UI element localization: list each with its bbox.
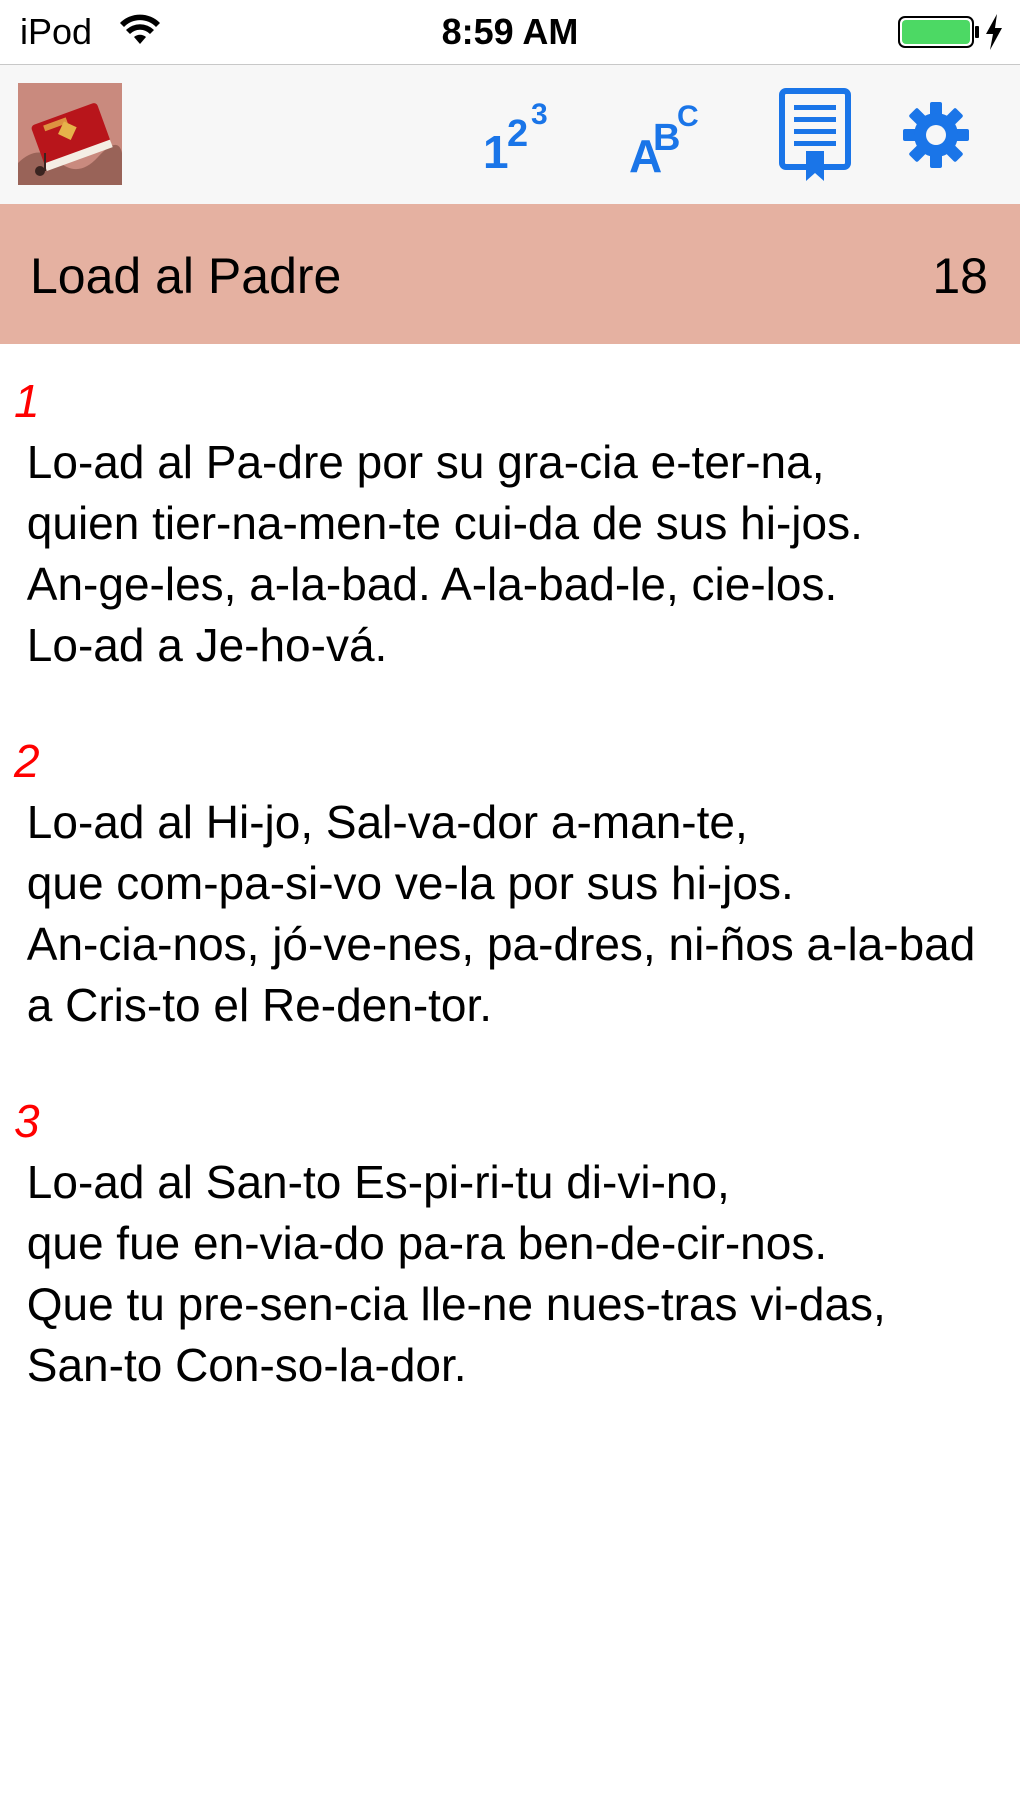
svg-text:C: C [677,100,699,133]
gear-icon [901,100,971,170]
verse-line: que fue en-via-do pa-ra ben-de-cir-nos. [14,1217,828,1269]
verse [14,1090,1004,1396]
settings-button[interactable] [886,85,986,185]
numeric-sort-icon [477,90,567,180]
sort-alphabetically-button[interactable] [620,85,720,185]
toolbar [0,65,1020,204]
svg-text:B: B [653,117,681,159]
verse-line: An-cia-nos, jó-ve-nes, pa-dres, ni-ños a-la-bad [14,918,976,970]
verse-line: Lo-ad al Hi-jo, Sal-va-dor a-man-te, [14,796,748,848]
sort-by-number-button[interactable] [472,85,572,185]
bookmarks-button[interactable] [766,85,866,185]
verse-number: 2 [14,735,40,787]
hymn-title: Load al Padre [30,248,342,304]
verse [14,730,1004,1036]
svg-text:2: 2 [507,113,529,155]
carrier-label: iPod [20,11,93,52]
verse-line: Lo-ad a Je-ho-vá. [14,619,388,671]
verse-line: quien tier-na-men-te cui-da de sus hi-jos. [14,497,863,549]
charging-bolt-icon [984,14,1004,50]
battery-icon [898,16,980,48]
svg-text:A: A [629,130,663,180]
verse-line: An-ge-les, a-la-bad. A-la-bad-le, cie-los. [14,558,838,610]
verse-line: que com-pa-si-vo ve-la por sus hi-jos. [14,857,794,909]
verse [14,370,1004,676]
clock: 8:59 AM [441,11,579,52]
verse-number: 3 [14,1095,40,1147]
verse-number: 1 [14,375,40,427]
status-bar [0,0,1020,65]
hymn-header [0,204,1020,344]
verse-line: San-to Con-so-la-dor. [14,1339,467,1391]
alphabetic-sort-icon [625,90,715,180]
hymnbook-logo-icon[interactable] [18,83,122,185]
svg-text:1: 1 [483,126,509,178]
hymn-number: 18 [932,248,988,304]
bookmark-icon [776,87,856,183]
verse-line: Que tu pre-sen-cia lle-ne nues-tras vi-das, [14,1278,886,1330]
hymn-lyrics [14,370,1004,1450]
verse-line: a Cris-to el Re-den-tor. [14,979,493,1031]
verse-line: Lo-ad al Pa-dre por su gra-cia e-ter-na, [14,436,825,488]
verse-line: Lo-ad al San-to Es-pi-ri-tu di-vi-no, [14,1156,730,1208]
svg-text:3: 3 [531,98,548,131]
